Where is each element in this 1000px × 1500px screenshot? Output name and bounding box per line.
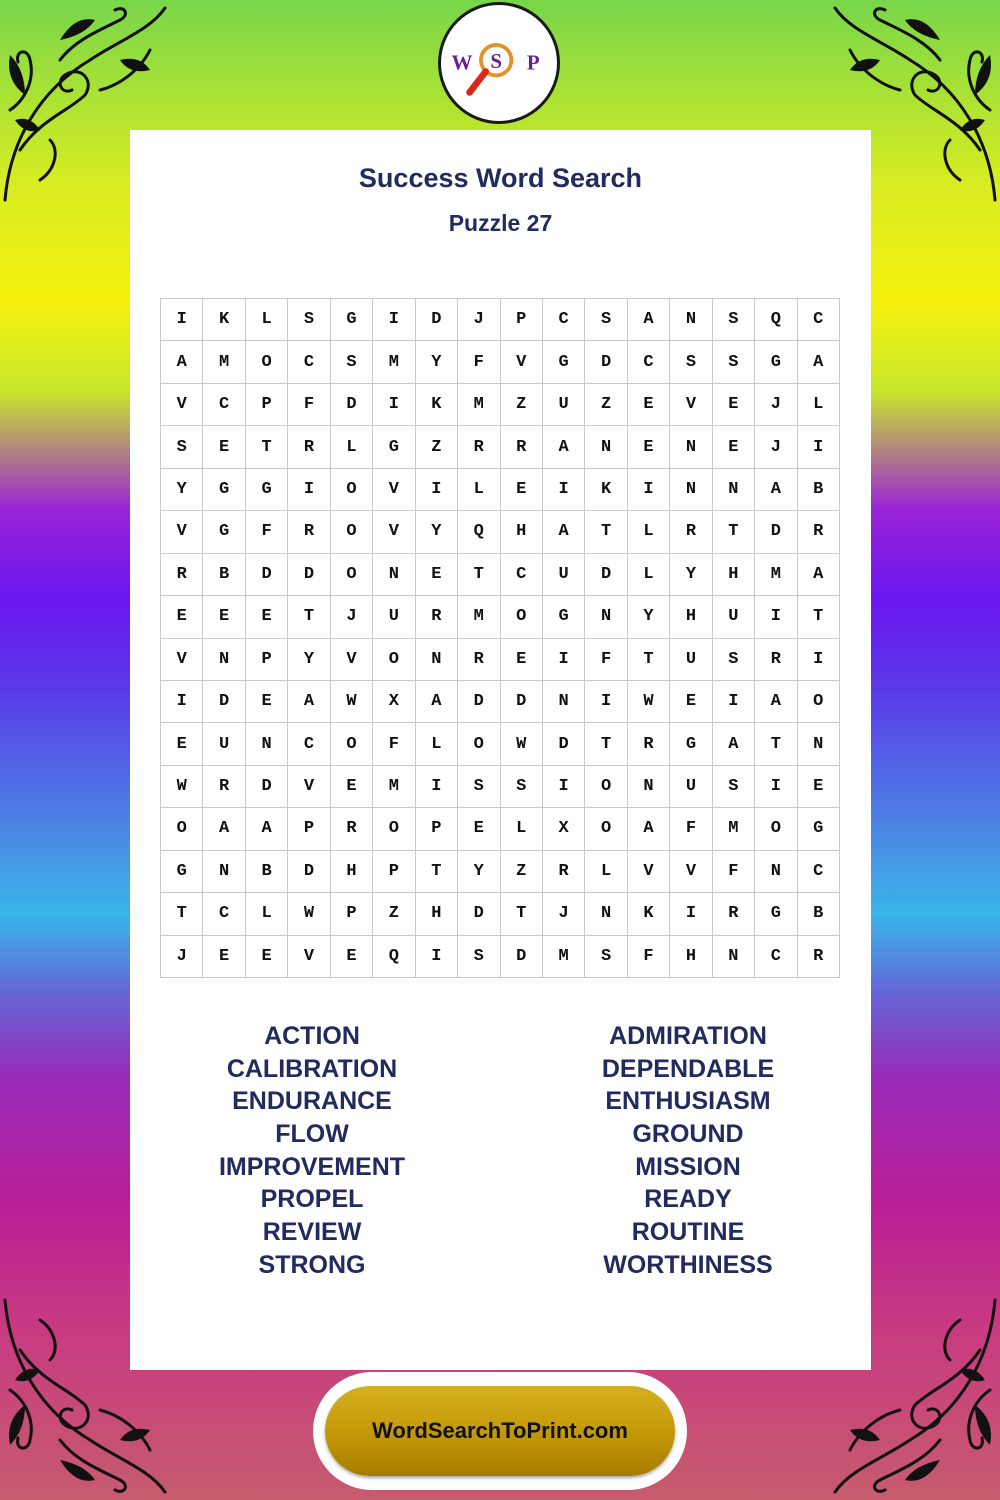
grid-cell[interactable]: T [585, 723, 627, 765]
grid-cell[interactable]: T [288, 596, 330, 638]
grid-cell[interactable]: O [331, 511, 373, 553]
grid-cell[interactable]: U [670, 639, 712, 681]
grid-cell[interactable]: O [585, 808, 627, 850]
grid-cell[interactable]: I [416, 766, 458, 808]
grid-cell[interactable]: H [331, 851, 373, 893]
grid-cell[interactable]: N [585, 893, 627, 935]
word-list-item: ADMIRATION [609, 1022, 767, 1050]
grid-cell[interactable]: O [246, 341, 288, 383]
grid-cell[interactable]: E [161, 723, 203, 765]
grid-cell[interactable]: M [373, 766, 415, 808]
grid-cell[interactable]: N [543, 681, 585, 723]
logo-letter-w: W [451, 50, 473, 75]
grid-cell[interactable]: I [543, 469, 585, 511]
grid-cell[interactable]: D [331, 384, 373, 426]
grid-cell[interactable]: V [628, 851, 670, 893]
grid-cell[interactable]: L [501, 808, 543, 850]
grid-cell[interactable]: R [670, 511, 712, 553]
word-list-item: WORTHINESS [603, 1250, 773, 1279]
grid-cell[interactable]: S [713, 341, 755, 383]
grid-cell[interactable]: U [543, 384, 585, 426]
word-list-item: STRONG [258, 1250, 366, 1279]
grid-cell[interactable]: E [458, 808, 500, 850]
grid-cell[interactable]: W [331, 681, 373, 723]
grid-cell[interactable]: D [203, 681, 245, 723]
word-list-item: PROPEL [260, 1185, 364, 1214]
grid-cell[interactable]: D [246, 554, 288, 596]
grid-cell[interactable]: O [373, 639, 415, 681]
grid-cell[interactable]: V [670, 384, 712, 426]
grid-cell[interactable]: I [161, 681, 203, 723]
grid-cell[interactable]: C [288, 723, 330, 765]
grid-cell[interactable]: R [628, 723, 670, 765]
grid-cell[interactable]: D [416, 299, 458, 341]
grid-cell[interactable]: R [501, 426, 543, 468]
grid-cell[interactable]: I [373, 299, 415, 341]
grid-cell[interactable]: S [161, 426, 203, 468]
grid-cell[interactable]: O [161, 808, 203, 850]
grid-cell[interactable]: T [246, 426, 288, 468]
grid-cell[interactable]: B [246, 851, 288, 893]
grid-cell[interactable]: P [246, 384, 288, 426]
grid-cell[interactable]: P [373, 851, 415, 893]
grid-cell[interactable]: I [628, 469, 670, 511]
grid-cell[interactable]: N [713, 469, 755, 511]
word-list-item: DEPENDABLE [601, 1054, 775, 1083]
grid-cell[interactable]: M [543, 936, 585, 978]
grid-cell[interactable]: A [628, 808, 670, 850]
grid-cell[interactable]: V [331, 639, 373, 681]
grid-cell[interactable]: O [755, 808, 797, 850]
grid-cell[interactable]: A [798, 554, 840, 596]
grid-cell[interactable]: S [458, 766, 500, 808]
grid-cell[interactable]: M [203, 341, 245, 383]
grid-cell[interactable]: S [288, 299, 330, 341]
grid-cell[interactable]: C [798, 299, 840, 341]
grid-cell[interactable]: K [628, 893, 670, 935]
grid-cell[interactable]: L [416, 723, 458, 765]
word-list-item: ENTHUSIASM [605, 1087, 771, 1116]
grid-cell[interactable]: E [670, 681, 712, 723]
grid-cell[interactable]: L [628, 511, 670, 553]
grid-cell[interactable]: K [585, 469, 627, 511]
grid-cell[interactable]: P [501, 299, 543, 341]
grid-cell[interactable]: R [798, 511, 840, 553]
word-list-item: FLOW [275, 1120, 349, 1149]
grid-cell[interactable]: V [161, 384, 203, 426]
grid-cell[interactable]: C [798, 851, 840, 893]
grid-cell[interactable]: C [755, 936, 797, 978]
grid-cell[interactable]: N [373, 554, 415, 596]
grid-cell[interactable]: Z [501, 384, 543, 426]
grid-cell[interactable]: P [288, 808, 330, 850]
grid-cell[interactable]: T [713, 511, 755, 553]
grid-cell[interactable]: E [628, 384, 670, 426]
grid-cell[interactable]: I [288, 469, 330, 511]
grid-cell[interactable]: E [246, 596, 288, 638]
grid-cell[interactable]: G [543, 341, 585, 383]
grid-cell[interactable]: E [501, 469, 543, 511]
grid-cell[interactable]: T [798, 596, 840, 638]
grid-cell[interactable]: G [203, 469, 245, 511]
grid-cell[interactable]: I [543, 639, 585, 681]
grid-cell[interactable]: N [203, 851, 245, 893]
grid-cell[interactable]: R [543, 851, 585, 893]
grid-cell[interactable]: E [161, 596, 203, 638]
grid-cell[interactable]: U [713, 596, 755, 638]
word-list-item: CALIBRATION [226, 1054, 398, 1083]
grid-cell[interactable]: I [670, 893, 712, 935]
grid-cell[interactable]: A [416, 681, 458, 723]
grid-cell[interactable]: V [373, 511, 415, 553]
grid-cell[interactable]: T [585, 511, 627, 553]
grid-cell[interactable]: S [501, 766, 543, 808]
grid-cell[interactable]: G [670, 723, 712, 765]
grid-cell[interactable]: R [798, 936, 840, 978]
grid-cell[interactable]: A [543, 426, 585, 468]
grid-cell[interactable]: E [798, 766, 840, 808]
grid-cell[interactable]: O [373, 808, 415, 850]
grid-cell[interactable]: V [670, 851, 712, 893]
word-list-item: GROUND [632, 1120, 744, 1149]
word-list-item: ACTION [264, 1022, 360, 1050]
grid-cell[interactable]: A [543, 511, 585, 553]
grid-cell[interactable]: D [288, 554, 330, 596]
grid-cell[interactable]: Z [373, 893, 415, 935]
grid-cell[interactable]: O [331, 723, 373, 765]
grid-cell[interactable]: W [288, 893, 330, 935]
grid-cell[interactable]: T [628, 639, 670, 681]
grid-cell[interactable]: N [670, 299, 712, 341]
grid-cell[interactable]: Q [458, 511, 500, 553]
word-list-item: ENDURANCE [232, 1087, 392, 1116]
letter-grid [160, 298, 840, 978]
grid-cell[interactable]: G [161, 851, 203, 893]
grid-cell[interactable]: C [203, 893, 245, 935]
grid-cell[interactable]: G [373, 426, 415, 468]
word-list-item: IMPROVEMENT [218, 1152, 406, 1181]
grid-cell[interactable]: V [161, 639, 203, 681]
grid-cell[interactable]: W [628, 681, 670, 723]
grid-cell[interactable]: G [543, 596, 585, 638]
grid-cell[interactable]: L [246, 299, 288, 341]
grid-cell[interactable]: E [501, 639, 543, 681]
grid-cell[interactable]: A [161, 341, 203, 383]
grid-cell[interactable]: U [543, 554, 585, 596]
grid-cell[interactable]: E [416, 554, 458, 596]
grid-cell[interactable]: I [755, 766, 797, 808]
grid-cell[interactable]: E [628, 426, 670, 468]
grid-cell[interactable]: F [373, 723, 415, 765]
grid-cell[interactable]: Y [628, 596, 670, 638]
grid-cell[interactable]: G [798, 808, 840, 850]
grid-cell[interactable]: L [585, 851, 627, 893]
grid-cell[interactable]: E [203, 936, 245, 978]
grid-cell[interactable]: O [331, 554, 373, 596]
grid-cell[interactable]: D [543, 723, 585, 765]
grid-cell[interactable]: A [246, 808, 288, 850]
grid-cell[interactable]: H [670, 596, 712, 638]
grid-cell[interactable]: H [501, 511, 543, 553]
grid-cell[interactable]: I [755, 596, 797, 638]
grid-cell[interactable]: T [501, 893, 543, 935]
grid-cell[interactable]: L [246, 893, 288, 935]
grid-cell[interactable]: S [670, 341, 712, 383]
grid-cell[interactable]: V [373, 469, 415, 511]
word-list-item: REVIEW [262, 1218, 362, 1247]
grid-cell[interactable]: E [331, 766, 373, 808]
grid-cell[interactable]: D [585, 341, 627, 383]
grid-cell[interactable]: R [458, 426, 500, 468]
grid-cell[interactable]: R [288, 511, 330, 553]
grid-cell[interactable]: F [246, 511, 288, 553]
grid-cell[interactable]: W [501, 723, 543, 765]
grid-cell[interactable]: J [543, 893, 585, 935]
grid-cell[interactable]: T [416, 851, 458, 893]
grid-cell[interactable]: N [798, 723, 840, 765]
grid-cell[interactable]: I [416, 469, 458, 511]
grid-cell[interactable]: Y [416, 341, 458, 383]
grid-cell[interactable]: R [203, 766, 245, 808]
grid-cell[interactable]: V [501, 341, 543, 383]
grid-cell[interactable]: I [373, 384, 415, 426]
grid-cell[interactable]: D [246, 766, 288, 808]
grid-cell[interactable]: V [288, 936, 330, 978]
grid-cell[interactable]: P [246, 639, 288, 681]
grid-cell[interactable]: V [288, 766, 330, 808]
grid-cell[interactable]: V [161, 511, 203, 553]
grid-cell[interactable]: M [458, 384, 500, 426]
grid-cell[interactable]: T [755, 723, 797, 765]
grid-cell[interactable]: G [755, 893, 797, 935]
wsp-logo[interactable] [438, 2, 560, 124]
grid-cell[interactable]: G [203, 511, 245, 553]
grid-cell[interactable]: W [161, 766, 203, 808]
grid-cell[interactable]: N [755, 851, 797, 893]
grid-cell[interactable]: Y [416, 511, 458, 553]
grid-cell[interactable]: R [713, 893, 755, 935]
grid-cell[interactable]: D [501, 936, 543, 978]
word-list-left [162, 1020, 462, 1282]
grid-cell[interactable]: L [331, 426, 373, 468]
grid-cell[interactable]: G [331, 299, 373, 341]
grid-cell[interactable]: K [203, 299, 245, 341]
grid-cell[interactable]: D [458, 681, 500, 723]
grid-cell[interactable]: P [331, 893, 373, 935]
grid-cell[interactable]: O [798, 681, 840, 723]
grid-cell[interactable]: G [755, 341, 797, 383]
grid-cell[interactable]: B [798, 893, 840, 935]
grid-cell[interactable]: H [416, 893, 458, 935]
grid-cell[interactable]: S [713, 299, 755, 341]
word-list-right [538, 1020, 838, 1282]
grid-cell[interactable]: I [161, 299, 203, 341]
grid-cell[interactable]: D [458, 893, 500, 935]
grid-cell[interactable]: I [713, 681, 755, 723]
grid-cell[interactable]: T [458, 554, 500, 596]
grid-cell[interactable]: N [203, 639, 245, 681]
grid-cell[interactable]: S [458, 936, 500, 978]
grid-cell[interactable]: E [246, 936, 288, 978]
grid-cell[interactable]: H [670, 936, 712, 978]
grid-cell[interactable]: O [501, 596, 543, 638]
grid-cell[interactable]: R [288, 426, 330, 468]
grid-cell[interactable]: K [416, 384, 458, 426]
grid-cell[interactable]: Z [501, 851, 543, 893]
grid-cell[interactable]: P [416, 808, 458, 850]
grid-cell[interactable]: N [670, 426, 712, 468]
grid-cell[interactable]: C [203, 384, 245, 426]
grid-cell[interactable]: O [331, 469, 373, 511]
grid-cell[interactable]: A [755, 469, 797, 511]
grid-cell[interactable]: M [755, 554, 797, 596]
grid-cell[interactable]: J [458, 299, 500, 341]
grid-cell[interactable]: I [798, 426, 840, 468]
grid-cell[interactable]: B [203, 554, 245, 596]
grid-cell[interactable]: I [798, 639, 840, 681]
website-link-button[interactable]: WordSearchToPrint.com [325, 1386, 675, 1476]
grid-cell[interactable]: X [373, 681, 415, 723]
grid-cell[interactable]: C [628, 341, 670, 383]
word-list-item: ROUTINE [631, 1218, 745, 1247]
grid-cell[interactable]: Y [670, 554, 712, 596]
grid-cell[interactable]: S [585, 936, 627, 978]
grid-cell[interactable]: F [288, 384, 330, 426]
grid-cell[interactable]: A [288, 681, 330, 723]
grid-cell[interactable]: D [501, 681, 543, 723]
grid-cell[interactable]: M [458, 596, 500, 638]
grid-cell[interactable]: R [755, 639, 797, 681]
grid-cell[interactable]: Q [755, 299, 797, 341]
grid-cell[interactable]: H [713, 554, 755, 596]
grid-cell[interactable]: Y [161, 469, 203, 511]
grid-cell[interactable]: J [755, 384, 797, 426]
grid-cell[interactable]: E [203, 596, 245, 638]
grid-cell[interactable]: C [288, 341, 330, 383]
grid-cell[interactable]: S [713, 766, 755, 808]
grid-cell[interactable]: F [458, 341, 500, 383]
grid-cell[interactable]: D [585, 554, 627, 596]
grid-cell[interactable]: N [416, 639, 458, 681]
grid-cell[interactable]: J [755, 426, 797, 468]
grid-cell[interactable]: F [585, 639, 627, 681]
grid-cell[interactable]: R [416, 596, 458, 638]
grid-cell[interactable]: Z [585, 384, 627, 426]
grid-cell[interactable]: U [670, 766, 712, 808]
grid-cell[interactable]: B [798, 469, 840, 511]
grid-cell[interactable]: F [713, 851, 755, 893]
grid-cell[interactable]: E [713, 426, 755, 468]
grid-cell[interactable]: O [585, 766, 627, 808]
grid-cell[interactable]: M [373, 341, 415, 383]
puzzle-title: Success Word Search [358, 163, 643, 193]
grid-cell[interactable]: G [246, 469, 288, 511]
grid-cell[interactable]: R [161, 554, 203, 596]
grid-cell[interactable]: E [331, 936, 373, 978]
grid-cell[interactable]: F [670, 808, 712, 850]
grid-cell[interactable]: N [670, 469, 712, 511]
logo-letter-p: P [526, 50, 540, 75]
puzzle-subtitle: Puzzle 27 [448, 210, 553, 236]
grid-cell[interactable]: J [161, 936, 203, 978]
grid-cell[interactable]: N [585, 426, 627, 468]
grid-cell[interactable]: Y [288, 639, 330, 681]
grid-cell[interactable]: I [543, 766, 585, 808]
grid-cell[interactable]: Z [416, 426, 458, 468]
grid-cell[interactable]: J [331, 596, 373, 638]
grid-cell[interactable]: I [416, 936, 458, 978]
word-list-item: MISSION [635, 1152, 741, 1181]
grid-cell[interactable]: L [628, 554, 670, 596]
grid-cell[interactable]: U [373, 596, 415, 638]
grid-cell[interactable]: N [246, 723, 288, 765]
grid-cell[interactable]: A [798, 341, 840, 383]
grid-cell[interactable]: R [331, 808, 373, 850]
grid-cell[interactable]: D [755, 511, 797, 553]
grid-cell[interactable]: D [288, 851, 330, 893]
grid-cell[interactable]: I [585, 681, 627, 723]
grid-cell[interactable]: S [585, 299, 627, 341]
grid-cell[interactable]: E [713, 384, 755, 426]
word-list-item: READY [644, 1185, 732, 1214]
grid-cell[interactable]: C [501, 554, 543, 596]
grid-cell[interactable]: A [713, 723, 755, 765]
grid-cell[interactable]: E [246, 681, 288, 723]
grid-cell[interactable]: Y [458, 851, 500, 893]
grid-cell[interactable]: N [585, 596, 627, 638]
grid-cell[interactable]: A [755, 681, 797, 723]
grid-cell[interactable]: N [713, 936, 755, 978]
grid-cell[interactable]: N [628, 766, 670, 808]
grid-cell[interactable]: S [713, 639, 755, 681]
grid-cell[interactable]: E [203, 426, 245, 468]
grid-cell[interactable]: L [798, 384, 840, 426]
grid-cell[interactable]: M [713, 808, 755, 850]
logo-letter-s: S [490, 48, 502, 73]
grid-cell[interactable]: O [458, 723, 500, 765]
grid-cell[interactable]: T [161, 893, 203, 935]
grid-cell[interactable]: A [628, 299, 670, 341]
grid-cell[interactable]: X [543, 808, 585, 850]
grid-cell[interactable]: R [458, 639, 500, 681]
grid-cell[interactable]: S [331, 341, 373, 383]
grid-cell[interactable]: Q [373, 936, 415, 978]
grid-cell[interactable]: F [628, 936, 670, 978]
grid-cell[interactable]: L [458, 469, 500, 511]
grid-cell[interactable]: A [203, 808, 245, 850]
grid-cell[interactable]: U [203, 723, 245, 765]
grid-cell[interactable]: C [543, 299, 585, 341]
